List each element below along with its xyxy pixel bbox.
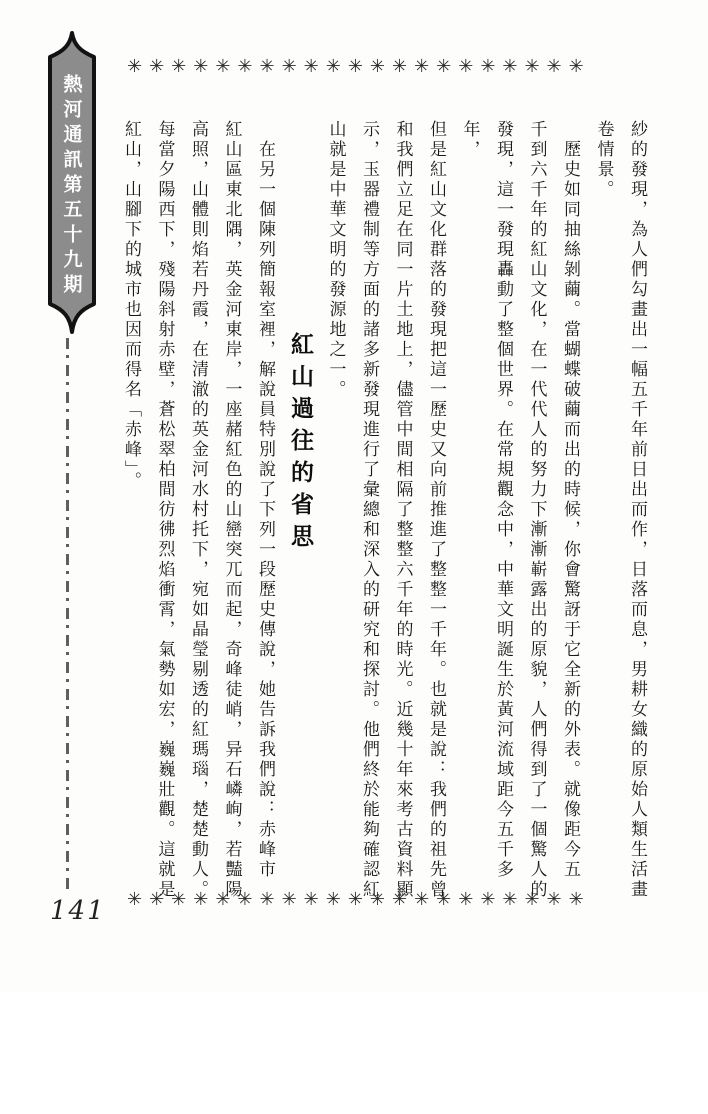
section-heading: 紅山過往的省思 xyxy=(287,332,313,556)
text-column: 千到六千年的紅山文化，在一代代人的努力下漸漸嶄露出的原貌，人們得到了一個驚人的 xyxy=(526,120,547,900)
top-asterisk-border: ✳✳✳✳✳✳✳✳✳✳✳✳✳✳✳✳✳✳✳✳✳ xyxy=(127,56,591,77)
text-column: 高照，山體則焰若丹霞，在清澈的英金河水村托下，宛如晶瑩剔透的紅瑪瑙，楚楚動人。 xyxy=(188,120,208,900)
text-column: 在另一個陳列簡報室裡，解說員特別說了下列一段歷史傳說，她告訴我們說：赤峰市 xyxy=(255,140,275,880)
text-column: 歷史如同抽絲剝繭。當蝴蝶破繭而出的時候，你會驚訝于它全新的外表。就像距今五 xyxy=(560,140,580,880)
text-column: 和我們立足在同一片土地上，儘管中間相隔了整整六千年的時光。近幾十年來考古資料顯 xyxy=(392,120,413,900)
text-column: 紗的發現，為人們勾畫出一幅五千年前日出而作，日落而息，男耕女織的原始人類生活畫 xyxy=(627,120,647,900)
text-column: 發現，這一發現轟動了整個世界。在常規觀念中，中華文明誕生於黃河流域距今五千多年， xyxy=(459,120,513,880)
article-text-block xyxy=(114,120,654,902)
text-column: 每當夕陽西下，殘陽斜射赤壁，蒼松翠柏間彷彿烈焰衝霄，氣勢如宏，巍巍壯觀。這就是 xyxy=(154,120,175,900)
text-column: 示，玉器禮制等方面的諸多新發現進行了彙總和深入的研究和探討。他們終於能夠確認紅 xyxy=(359,120,379,900)
text-column: 紅山區東北隅，英金河東岸，一座赭紅色的山巒突兀而起，奇峰徒峭，异石嶙峋，若豔陽 xyxy=(221,120,242,900)
issue-banner xyxy=(42,30,102,336)
text-column: 卷情景。 xyxy=(593,120,614,200)
dash-dot-rule xyxy=(66,338,69,890)
text-column: 山就是中華文明的發源地之一。 xyxy=(325,120,346,400)
bottom-asterisk-border: ✳✳✳✳✳✳✳✳✳✳✳✳✳✳✳✳✳✳✳✳✳ xyxy=(127,889,591,910)
issue-title: 熱河通訊第五十九期 xyxy=(60,74,83,299)
text-column: 紅山，山腳下的城市也因而得名「赤峰」。 xyxy=(121,120,141,492)
text-column: 但是紅山文化群落的發現把這一歷史又向前推進了整整一千年。也就是說：我們的祖先曾 xyxy=(426,120,446,900)
page-number: 141 xyxy=(50,896,106,926)
